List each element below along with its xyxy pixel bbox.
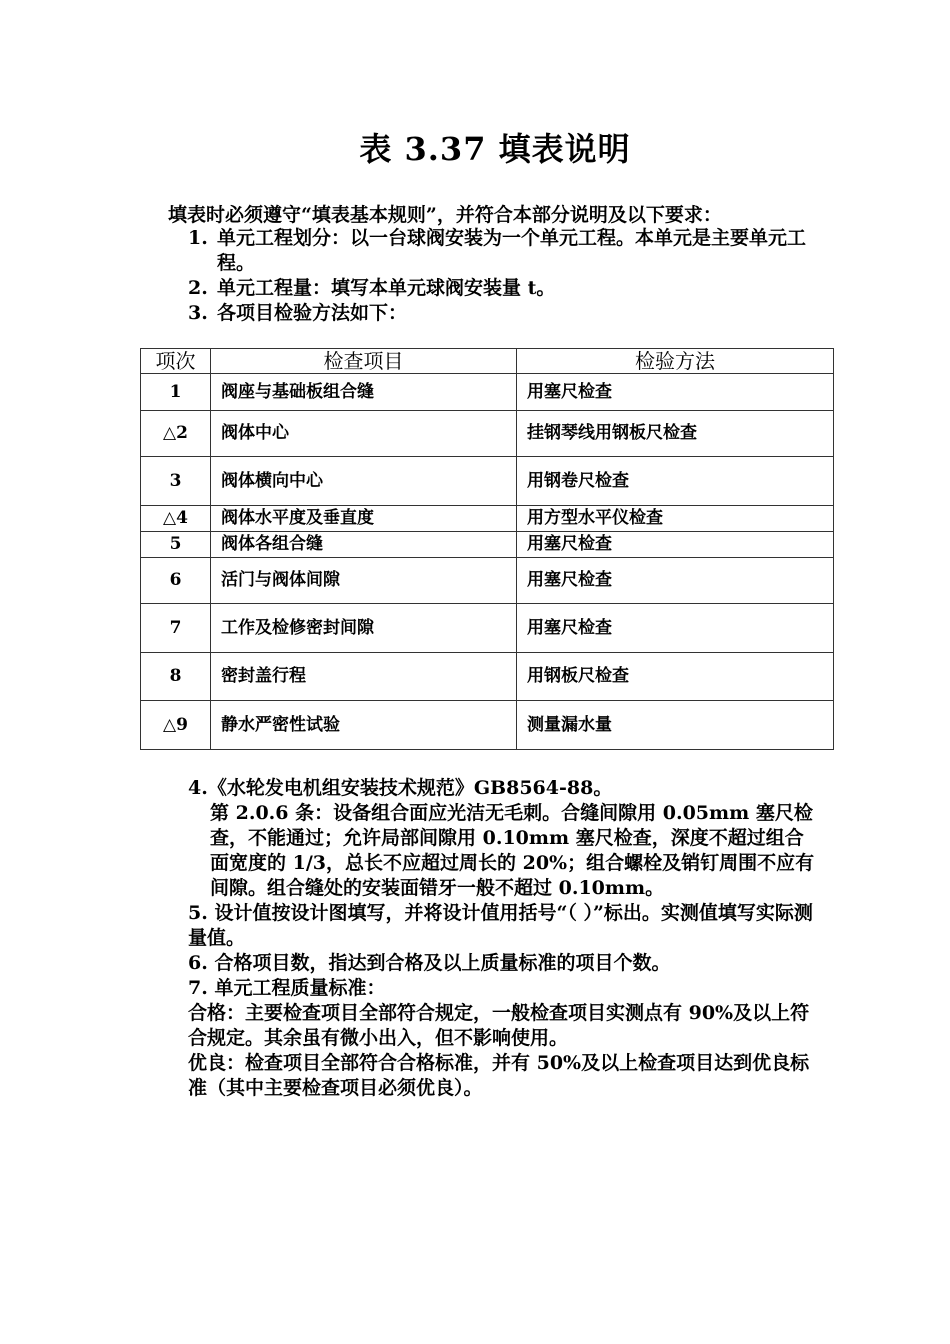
cell-method: 用方型水平仪检查 (517, 506, 834, 532)
list-item-text: 各项目检验方法如下： (217, 302, 408, 324)
table-row (141, 374, 834, 411)
page-title: 表 3.37 填表说明 (359, 130, 631, 168)
cell-item: 阀座与基础板组合缝 (211, 374, 517, 411)
table-header-row (141, 349, 834, 374)
cell-method: 测量漏水量 (517, 701, 834, 750)
cell-no: 1 (141, 374, 211, 411)
cell-method: 挂钢琴线用钢板尺检查 (517, 411, 834, 457)
table-row (141, 506, 834, 532)
list-item-text: 单元工程划分：以一台球阀安装为一个单元工程。本单元是主要单元工程。 (217, 227, 807, 274)
cell-no: △2 (141, 411, 211, 457)
table-row (141, 653, 834, 701)
cell-method: 用塞尺检查 (517, 558, 834, 604)
list-item-number: 3. (188, 302, 208, 324)
intro-text: 填表时必须遵守“填表基本规则”，并符合本部分说明及以下要求： (168, 204, 722, 226)
note-4-body: 第 2.0.6 条：设备组合面应光洁无毛刺。合缝间隙用 0.05mm 塞尺检查，不能通过；允许局部间隙用 0.10mm 塞尺检查，深度不超过组合面宽度的 1/3，总长不应超过周长的 20%；组合螺栓及销钉周围不应有间隙。组合缝处的安装面错牙一般不超过 0.10mm。 (210, 802, 815, 899)
list-item-number: 1. (188, 227, 208, 249)
list-item (188, 276, 818, 301)
table-row (141, 532, 834, 558)
cell-item: 活门与阀体间隙 (211, 558, 517, 604)
table-row (141, 701, 834, 750)
cell-method: 用塞尺检查 (517, 374, 834, 411)
cell-item: 阀体中心 (211, 411, 517, 457)
inspection-table (140, 348, 834, 750)
cell-item: 工作及检修密封间隙 (211, 604, 517, 653)
table-row (141, 411, 834, 457)
notes-section (188, 776, 818, 1101)
cell-no: △4 (141, 506, 211, 532)
cell-item: 阀体各组合缝 (211, 532, 517, 558)
cell-item: 阀体水平度及垂直度 (211, 506, 517, 532)
cell-item: 阀体横向中心 (211, 457, 517, 506)
cell-no: 7 (141, 604, 211, 653)
list-item (188, 301, 818, 326)
cell-no: 6 (141, 558, 211, 604)
requirements-list (188, 226, 818, 326)
note-6: 6. 合格项目数，指达到合格及以上质量标准的项目个数。 (188, 952, 671, 974)
cell-method: 用塞尺检查 (517, 532, 834, 558)
cell-method: 用钢卷尺检查 (517, 457, 834, 506)
cell-item: 密封盖行程 (211, 653, 517, 701)
header-no: 项次 (141, 349, 211, 374)
header-method: 检验方法 (517, 349, 834, 374)
cell-no: △9 (141, 701, 211, 750)
cell-no: 5 (141, 532, 211, 558)
list-item (188, 226, 818, 276)
table-row (141, 457, 834, 506)
cell-no: 8 (141, 653, 211, 701)
cell-method: 用塞尺检查 (517, 604, 834, 653)
note-5: 5. 设计值按设计图填写，并将设计值用括号“（ ）”标出。实测值填写实际测量值。 (188, 902, 813, 949)
cell-no: 3 (141, 457, 211, 506)
header-item: 检查项目 (211, 349, 517, 374)
list-item-number: 2. (188, 277, 208, 299)
quality-pass: 合格：主要检查项目全部符合规定，一般检查项目实测点有 90%及以上符合规定。其余虽有微小出入，但不影响使用。 (188, 1002, 810, 1049)
cell-item: 静水严密性试验 (211, 701, 517, 750)
note-7: 7. 单元工程质量标准： (188, 977, 386, 999)
quality-excellent: 优良：检查项目全部符合合格标准，并有 50%及以上检查项目达到优良标准（其中主要检查项目必须优良）。 (188, 1052, 810, 1099)
table-row (141, 604, 834, 653)
list-item-text: 单元工程量：填写本单元球阀安装量 t。 (217, 277, 556, 299)
note-4-title: 4.《水轮发电机组安装技术规范》GB8564-88。 (188, 777, 613, 799)
cell-method: 用钢板尺检查 (517, 653, 834, 701)
table-row (141, 558, 834, 604)
